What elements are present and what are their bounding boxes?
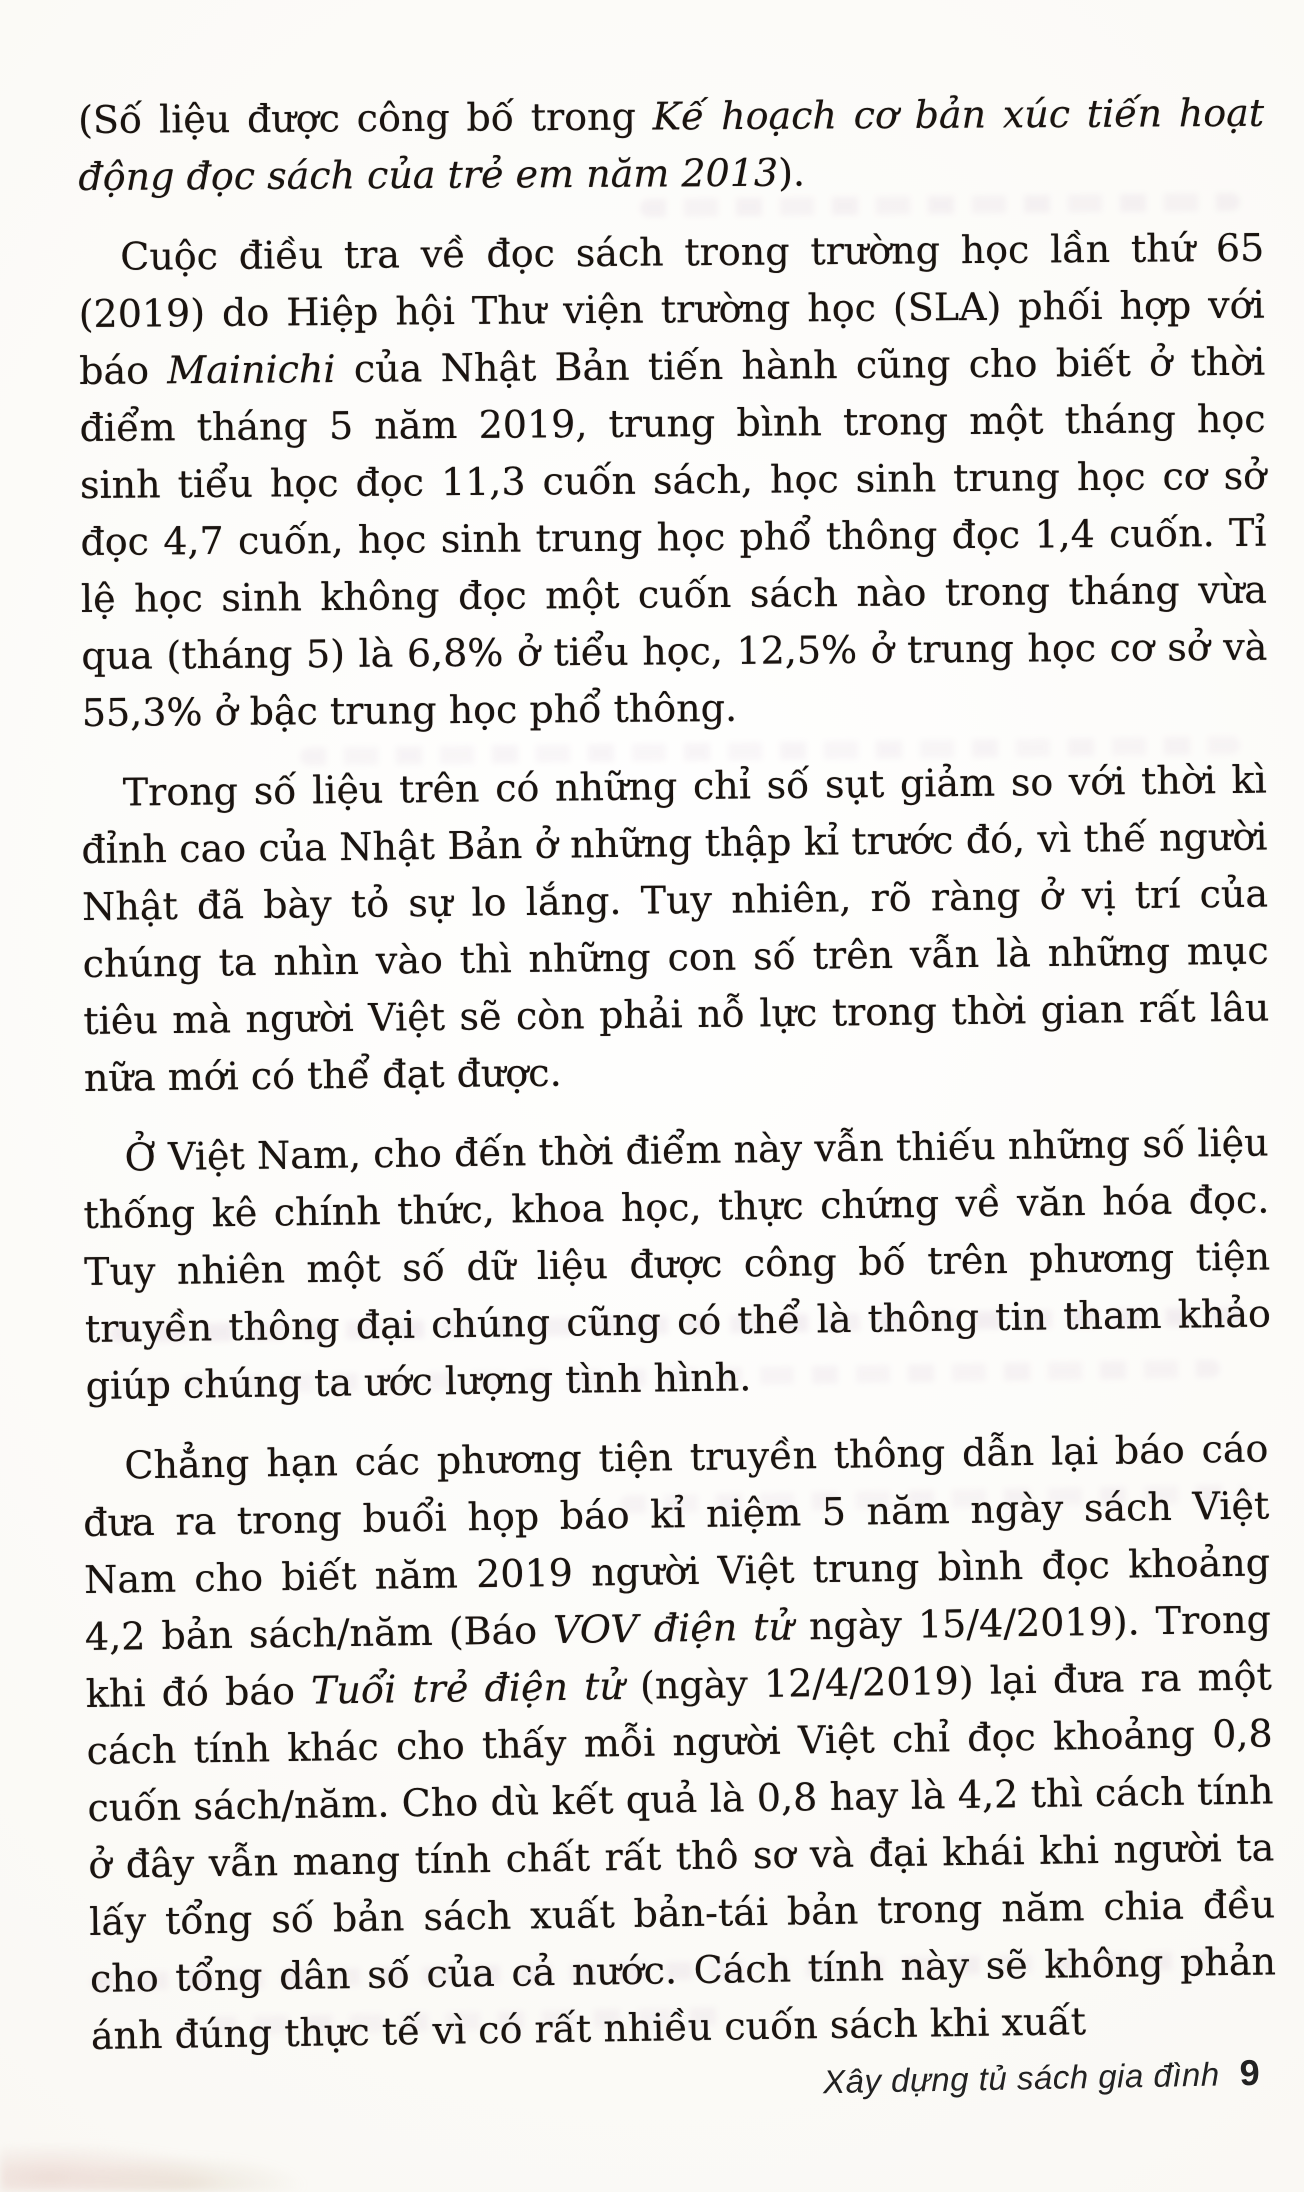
text-segment: ). (778, 150, 806, 195)
text-segment: (Số liệu được công bố trong (77, 94, 653, 142)
running-footer-title: Xây dựng tủ sách gia đình (822, 2055, 1221, 2101)
italic-text-segment: VOV điện tử (552, 1604, 794, 1653)
text-segment: của Nhật Bản tiến hành cũng cho biết ở thời điểm tháng 5 năm 2019, trung bình trong một tháng học sinh tiểu học đọc 11,3 cuốn sách, học sinh trung học cơ sở đọc 4,7 cuốn, học sinh trung học phổ thông đọc 1,4 cuốn. Tỉ lệ học sinh không đọc một cuốn sách nào trong tháng vừa qua (tháng 5) là 6,8% ở tiểu học, 12,5% ở trung học cơ sở và 55,3% ở bậc trung học phổ thông. (79, 339, 1268, 735)
page-number: 9 (1239, 2051, 1261, 2094)
text-segment: Trong số liệu trên có những chỉ số sụt giảm so với thời kì đỉnh cao của Nhật Bản ở những thập kỉ trước đó, vì thế người Nhật đã bày tỏ sự lo lắng. Tuy nhiên, rõ ràng ở vị trí của chúng ta nhìn vào thì những con số trên vẫn là những mục tiêu mà người Việt sẽ còn phải nỗ lực trong thời gian rất lâu nữa mới có thể đạt được. (81, 757, 1270, 1100)
text-segment: ngày 15/4/2019). Trong khi đó báo (85, 1597, 1272, 1716)
italic-text-segment: Mainichi (167, 346, 336, 393)
paragraph (80, 752, 1270, 1107)
paragraph (82, 1420, 1277, 2065)
page-edge-smudge (0, 2120, 420, 2192)
page-footer (823, 2052, 1260, 2102)
text-segment: Cuộc điều tra về đọc sách trong trường học lần thứ 65 (2019) do Hiệp hội Thư viện trường học (SLA) phối hợp với báo (78, 225, 1265, 393)
paragraph (78, 85, 1265, 206)
paragraph (78, 220, 1268, 742)
text-segment: (ngày 12/4/2019) lại đưa ra một cách tính khác cho thấy mỗi người Việt chỉ đọc khoảng 0,8 cuốn sách/năm. Cho dù kết quả là 0,8 hay là 4,2 thì cách tính ở đây vẫn mang tính chất rất thô sơ và đại khái khi người ta lấy tổng số bản sách xuất bản-tái bản trong năm chia đều cho tổng dân số của cả nước. Cách tính này sẽ không phản ánh đúng thực tế vì có rất nhiều cuốn sách khi xuất (86, 1654, 1277, 2058)
text-segment: Chẳng hạn các phương tiện truyền thông dẫn lại báo cáo đưa ra trong buổi họp báo kỉ niệm 5 năm ngày sách Việt Nam cho biết năm 2019 người Việt trung bình đọc khoảng 4,2 bản sách/năm (Báo (82, 1426, 1271, 1659)
italic-text-segment: Tuổi trẻ điện tử (310, 1664, 625, 1713)
text-segment: Ở Việt Nam, cho đến thời điểm này vẫn thiếu những số liệu thống kê chính thức, khoa học, thực chứng về văn hóa đọc. Tuy nhiên một số dữ liệu được công bố trên phương tiện truyền thông đại chúng cũng có thể là thông tin tham khảo giúp chúng ta ước lượng tình hình. (83, 1120, 1272, 1408)
italic-text-segment: Kế hoạch cơ bản xúc tiến hoạt động đọc sách của trẻ em năm 2013 (78, 90, 1265, 199)
paragraph (82, 1114, 1272, 1414)
page-text (77, 86, 1277, 2065)
